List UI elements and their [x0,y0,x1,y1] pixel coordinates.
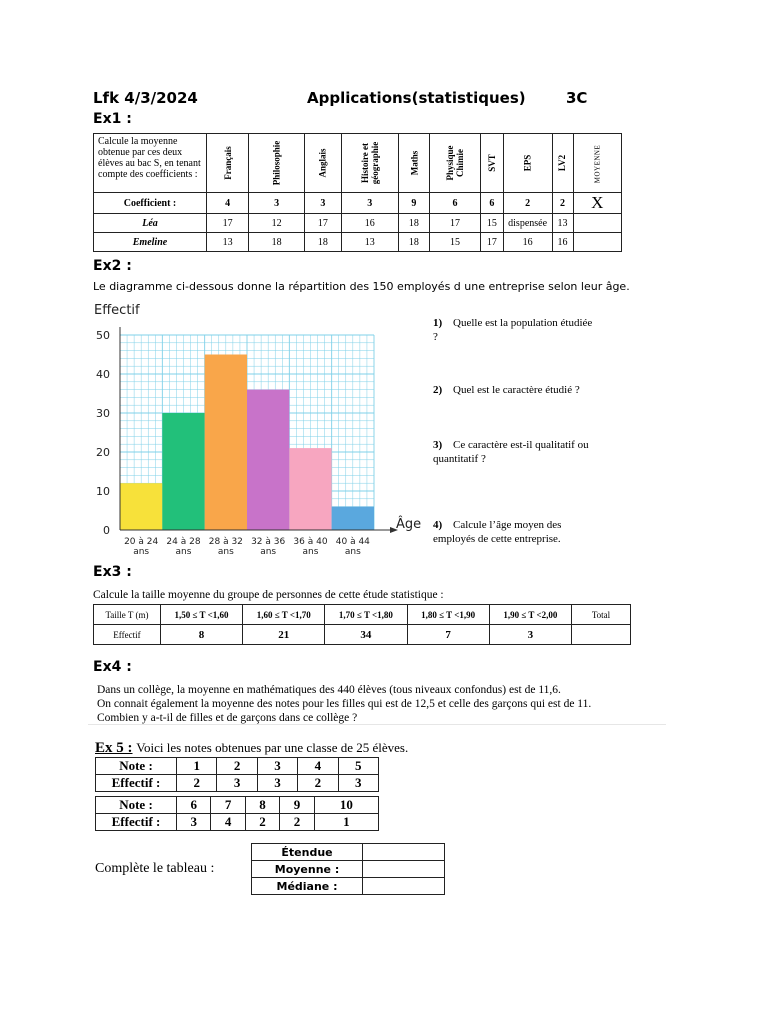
question-3: 3) Ce caractère est-il qualitatif ou quantitatif ? [433,439,589,465]
ex4-label: Ex4 : [93,659,132,675]
subject-header: Physique Chimie [430,134,481,193]
x-tick-label: ans [217,547,234,557]
bar-2 [205,355,247,531]
bar-3 [247,390,289,530]
x-tick-label: ans [302,547,319,557]
subject-header: Anglais [305,134,342,193]
ex5-complete-label: Complète le tableau : [95,861,215,876]
moyenne-answer-cell[interactable] [363,861,445,878]
subject-header: SVT [481,134,504,193]
ex2-label: Ex2 : [93,258,132,274]
student-row-emeline: Emeline 13 18 18 13 18 15 17 16 16 [94,233,622,252]
bar-0 [120,483,162,530]
header-date: Lfk 4/3/2024 [93,89,198,107]
ex1-description: Calcule la moyenne obtenue par ces deux élèves au bac S, en tenant compte des coefficients : [94,134,207,193]
header-title: Applications(statistiques) [307,89,526,107]
chart-bars [120,355,374,531]
x-tick-label: ans [175,547,192,557]
ex3-intro: Calcule la taille moyenne du groupe de personnes de cette étude statistique : [93,589,444,601]
x-tick-label: 24 à 28 [166,537,201,547]
x-tick-label: 32 à 36 [251,537,286,547]
bar-5 [332,507,374,530]
divider [88,724,666,725]
ex5-heading: Ex 5 : Voici les notes obtenues par une classe de 25 élèves. [95,740,409,756]
y-tick-label: 0 [103,524,110,537]
x-tick-label: ans [133,547,150,557]
ex1-label: Ex1 : [93,111,132,127]
ex2-intro: Le diagramme ci-dessous donne la répartition des 150 employés d une entreprise selon leur âge. [93,280,630,293]
x-tick-label: ans [260,547,277,557]
ex3-header-row: Taille T (m) 1,50 ≤ T <1,60 1,60 ≤ T <1,70 1,70 ≤ T <1,80 1,80 ≤ T <1,90 1,90 ≤ T <2,00 Total [94,605,631,625]
histogram-chart [88,296,422,564]
ex3-effectif-row: Effectif 8 21 34 7 3 [94,625,631,645]
subject-header: EPS [503,134,552,193]
y-tick-label: 10 [96,485,110,498]
subject-header: Philosophie [249,134,305,193]
x-axis-label: Âge [396,517,422,532]
ex1-table [93,133,622,252]
subject-header: Maths [398,134,429,193]
ex5-summary-table: Étendue Moyenne : Médiane : [251,843,445,895]
header-class: 3C [566,89,588,107]
question-1: 1) Quelle est la population étudiée ? [433,317,593,343]
y-tick-label: 40 [96,368,110,381]
coefficient-row: Coefficient : 4 3 3 3 9 6 6 2 2 X [94,193,622,214]
subject-header: Français [207,134,249,193]
y-axis-label: Effectif [94,303,140,318]
ex5-table-1: Note : 1 2 3 4 5 Effectif : 2 3 3 2 3 [95,757,379,792]
bar-1 [162,413,204,530]
y-tick-label: 50 [96,329,110,342]
ex3-table [93,604,631,645]
mediane-answer-cell[interactable] [363,878,445,895]
ex5-table-2: Note : 6 7 8 9 10 Effectif : 3 4 2 2 1 [95,796,379,831]
ex4-text: Dans un collège, la moyenne en mathématiques des 440 élèves (tous niveaux confondus) est de 11,6. On connait également la moyenne des notes pour les filles qui est de 12,5 et celle des garçons qui est de 11. Combien y a-t-il de filles et de garçons dans ce collège ? [97,684,592,724]
x-tick-label: 20 à 24 [124,537,159,547]
question-2: 2) Quel est le caractère étudié ? [433,384,580,396]
subject-header: LV2 [552,134,573,193]
x-tick-label: 28 à 32 [208,537,243,547]
student-row-lea: Léa 17 12 17 16 18 17 15 dispensée 13 [94,214,622,233]
x-tick-label: ans [344,547,361,557]
x-tick-label: 40 à 44 [335,537,370,547]
y-tick-label: 30 [96,407,110,420]
x-tick-label: 36 à 40 [293,537,328,547]
bar-4 [289,448,331,530]
question-4: 4) Calcule l’âge moyen des employés de cette entreprise. [433,519,562,545]
subject-header: Histoire et géographie [341,134,398,193]
subject-header: MOYENNE [573,134,621,193]
y-tick-label: 20 [96,446,110,459]
ex3-label: Ex3 : [93,564,132,580]
etendue-answer-cell[interactable] [363,844,445,861]
